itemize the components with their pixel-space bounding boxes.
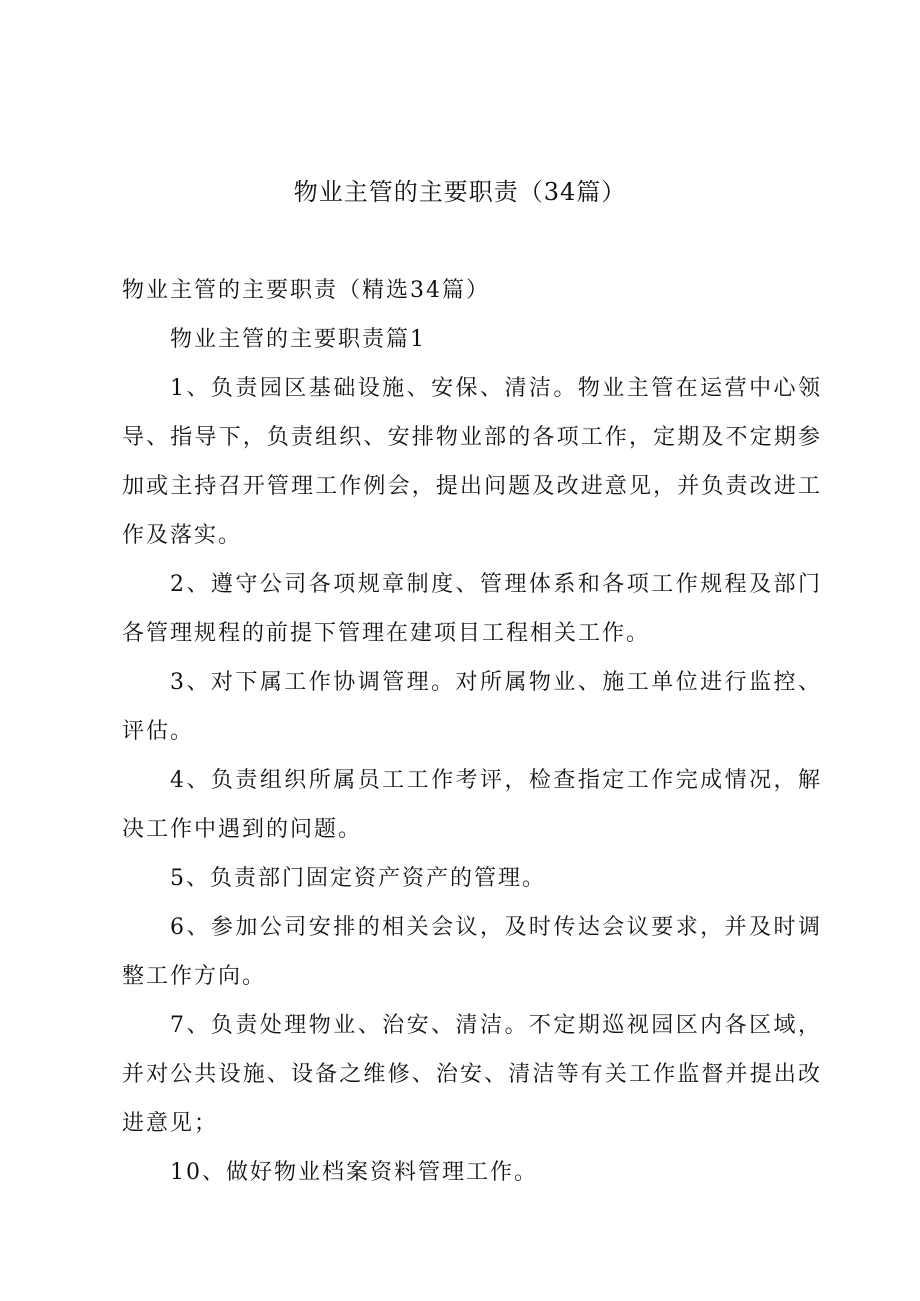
document-subtitle: 物业主管的主要职责（精选34篇） <box>122 278 490 303</box>
paragraph-2: 2、遵守公司各项规章制度、管理体系和各项工作规程及部门各管理规程的前提下管理在建项目工程相关工作。 <box>122 572 822 646</box>
document-title: 物业主管的主要职责（34篇） <box>293 178 627 206</box>
paragraph-4: 4、负责组织所属员工工作考评，检查指定工作完成情况，解决工作中遇到的问题。 <box>122 768 822 842</box>
paragraph-6: 6、参加公司安排的相关会议，及时传达会议要求，并及时调整工作方向。 <box>122 915 822 989</box>
paragraph-1: 1、负责园区基础设施、安保、清洁。物业主管在运营中心领导、指导下，负责组织、安排物业部的各项工作，定期及不定期参加或主持召开管理工作例会，提出问题及改进意见，并负责改进工作及落实。 <box>122 376 822 548</box>
paragraph-7: 7、负责处理物业、治安、清洁。不定期巡视园区内各区域，并对公共设施、设备之维修、治安、清洁等有关工作监督并提出改进意见； <box>122 1013 822 1136</box>
paragraph-5: 5、负责部门固定资产资产的管理。 <box>170 866 546 891</box>
document-body <box>122 266 822 1197</box>
paragraph-10: 10、做好物业档案资料管理工作。 <box>170 1160 538 1185</box>
paragraph-3: 3、对下属工作协调管理。对所属物业、施工单位进行监控、评估。 <box>122 670 822 744</box>
section-heading: 物业主管的主要职责篇1 <box>170 327 426 352</box>
